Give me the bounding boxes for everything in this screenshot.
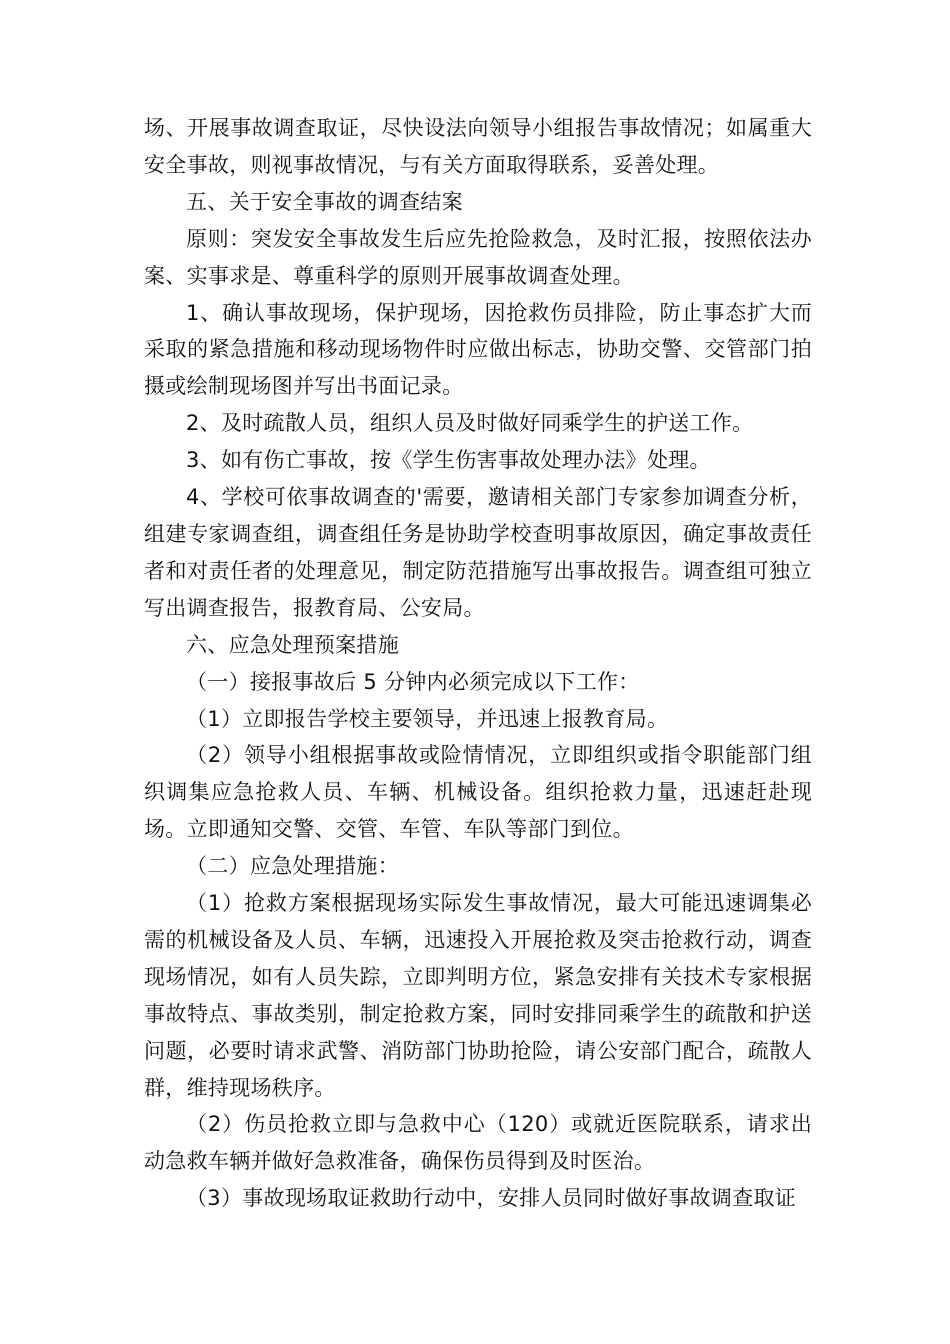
section-heading-6: 六、应急处理预案措施 xyxy=(186,632,399,657)
sub-item-2-3: （3）事故现场取证救助行动中，安排人员同时做好事故调查取证 xyxy=(186,1186,797,1211)
subsection-heading-2: （二）应急处理措施： xyxy=(186,854,399,879)
subsection-heading-1: （一）接报事故后 5 分钟内必须完成以下工作： xyxy=(186,669,640,694)
sub-item-1-2: （2）领导小组根据事故或险情情况，立即组织或指令职能部门组织调集应急抢救人员、车辆、机械设备。组织抢救力量，迅速赶赴现场。立即通知交警、交管、车管、车队等部门到位。 xyxy=(144,743,812,842)
sub-item-2-1: （1）抢救方案根据现场实际发生事故情况，最大可能迅速调集必需的机械设备及人员、车辆，迅速投入开展抢救及突击抢救行动，调查现场情况，如有人员失踪，立即判明方位，紧急安排有关技术专家根据事故特点、事故类别，制定抢救方案，同时安排同乘学生的疏散和护送问题，必要时请求武警、消防部门协助抢险，请公安部门配合，疏散人群，维持现场秩序。 xyxy=(144,891,812,1100)
section-heading-5: 五、关于安全事故的调查结案 xyxy=(186,189,463,214)
paragraph-continuation: 场、开展事故调查取证，尽快设法向领导小组报告事故情况；如属重大安全事故，则视事故情况，与有关方面取得联系，妥善处理。 xyxy=(144,116,812,177)
paragraph-principle: 原则：突发安全事故发生后应先抢险救急，及时汇报，按照依法办案、实事求是、尊重科学的原则开展事故调查处理。 xyxy=(144,226,812,288)
sub-item-2-2: （2）伤员抢救立即与急救中心（120）或就近医院联系，请求出动急救车辆并做好急救准备，确保伤员得到及时医治。 xyxy=(144,1112,812,1174)
list-item-1: 1、确认事故现场，保护现场，因抢救伤员排险，防止事态扩大而采取的紧急措施和移动现场物件时应做出标志，协助交警、交管部门拍摄或绘制现场图并写出书面记录。 xyxy=(144,300,812,399)
list-item-3: 3、如有伤亡事故，按《学生伤害事故处理办法》处理。 xyxy=(186,448,711,473)
sub-item-1-1: （1）立即报告学校主要领导，并迅速上报教育局。 xyxy=(186,706,669,731)
document-body xyxy=(144,110,812,1217)
list-item-2: 2、及时疏散人员，组织人员及时做好同乘学生的护送工作。 xyxy=(186,411,754,436)
list-item-4: 4、学校可依事故调查的'需要，邀请相关部门专家参加调查分析，组建专家调查组，调查组任务是协助学校查明事故原因，确定事故责任者和对责任者的处理意见，制定防范措施写出事故报告。调查组可独立写出调查报告，报教育局、公安局。 xyxy=(144,485,812,620)
